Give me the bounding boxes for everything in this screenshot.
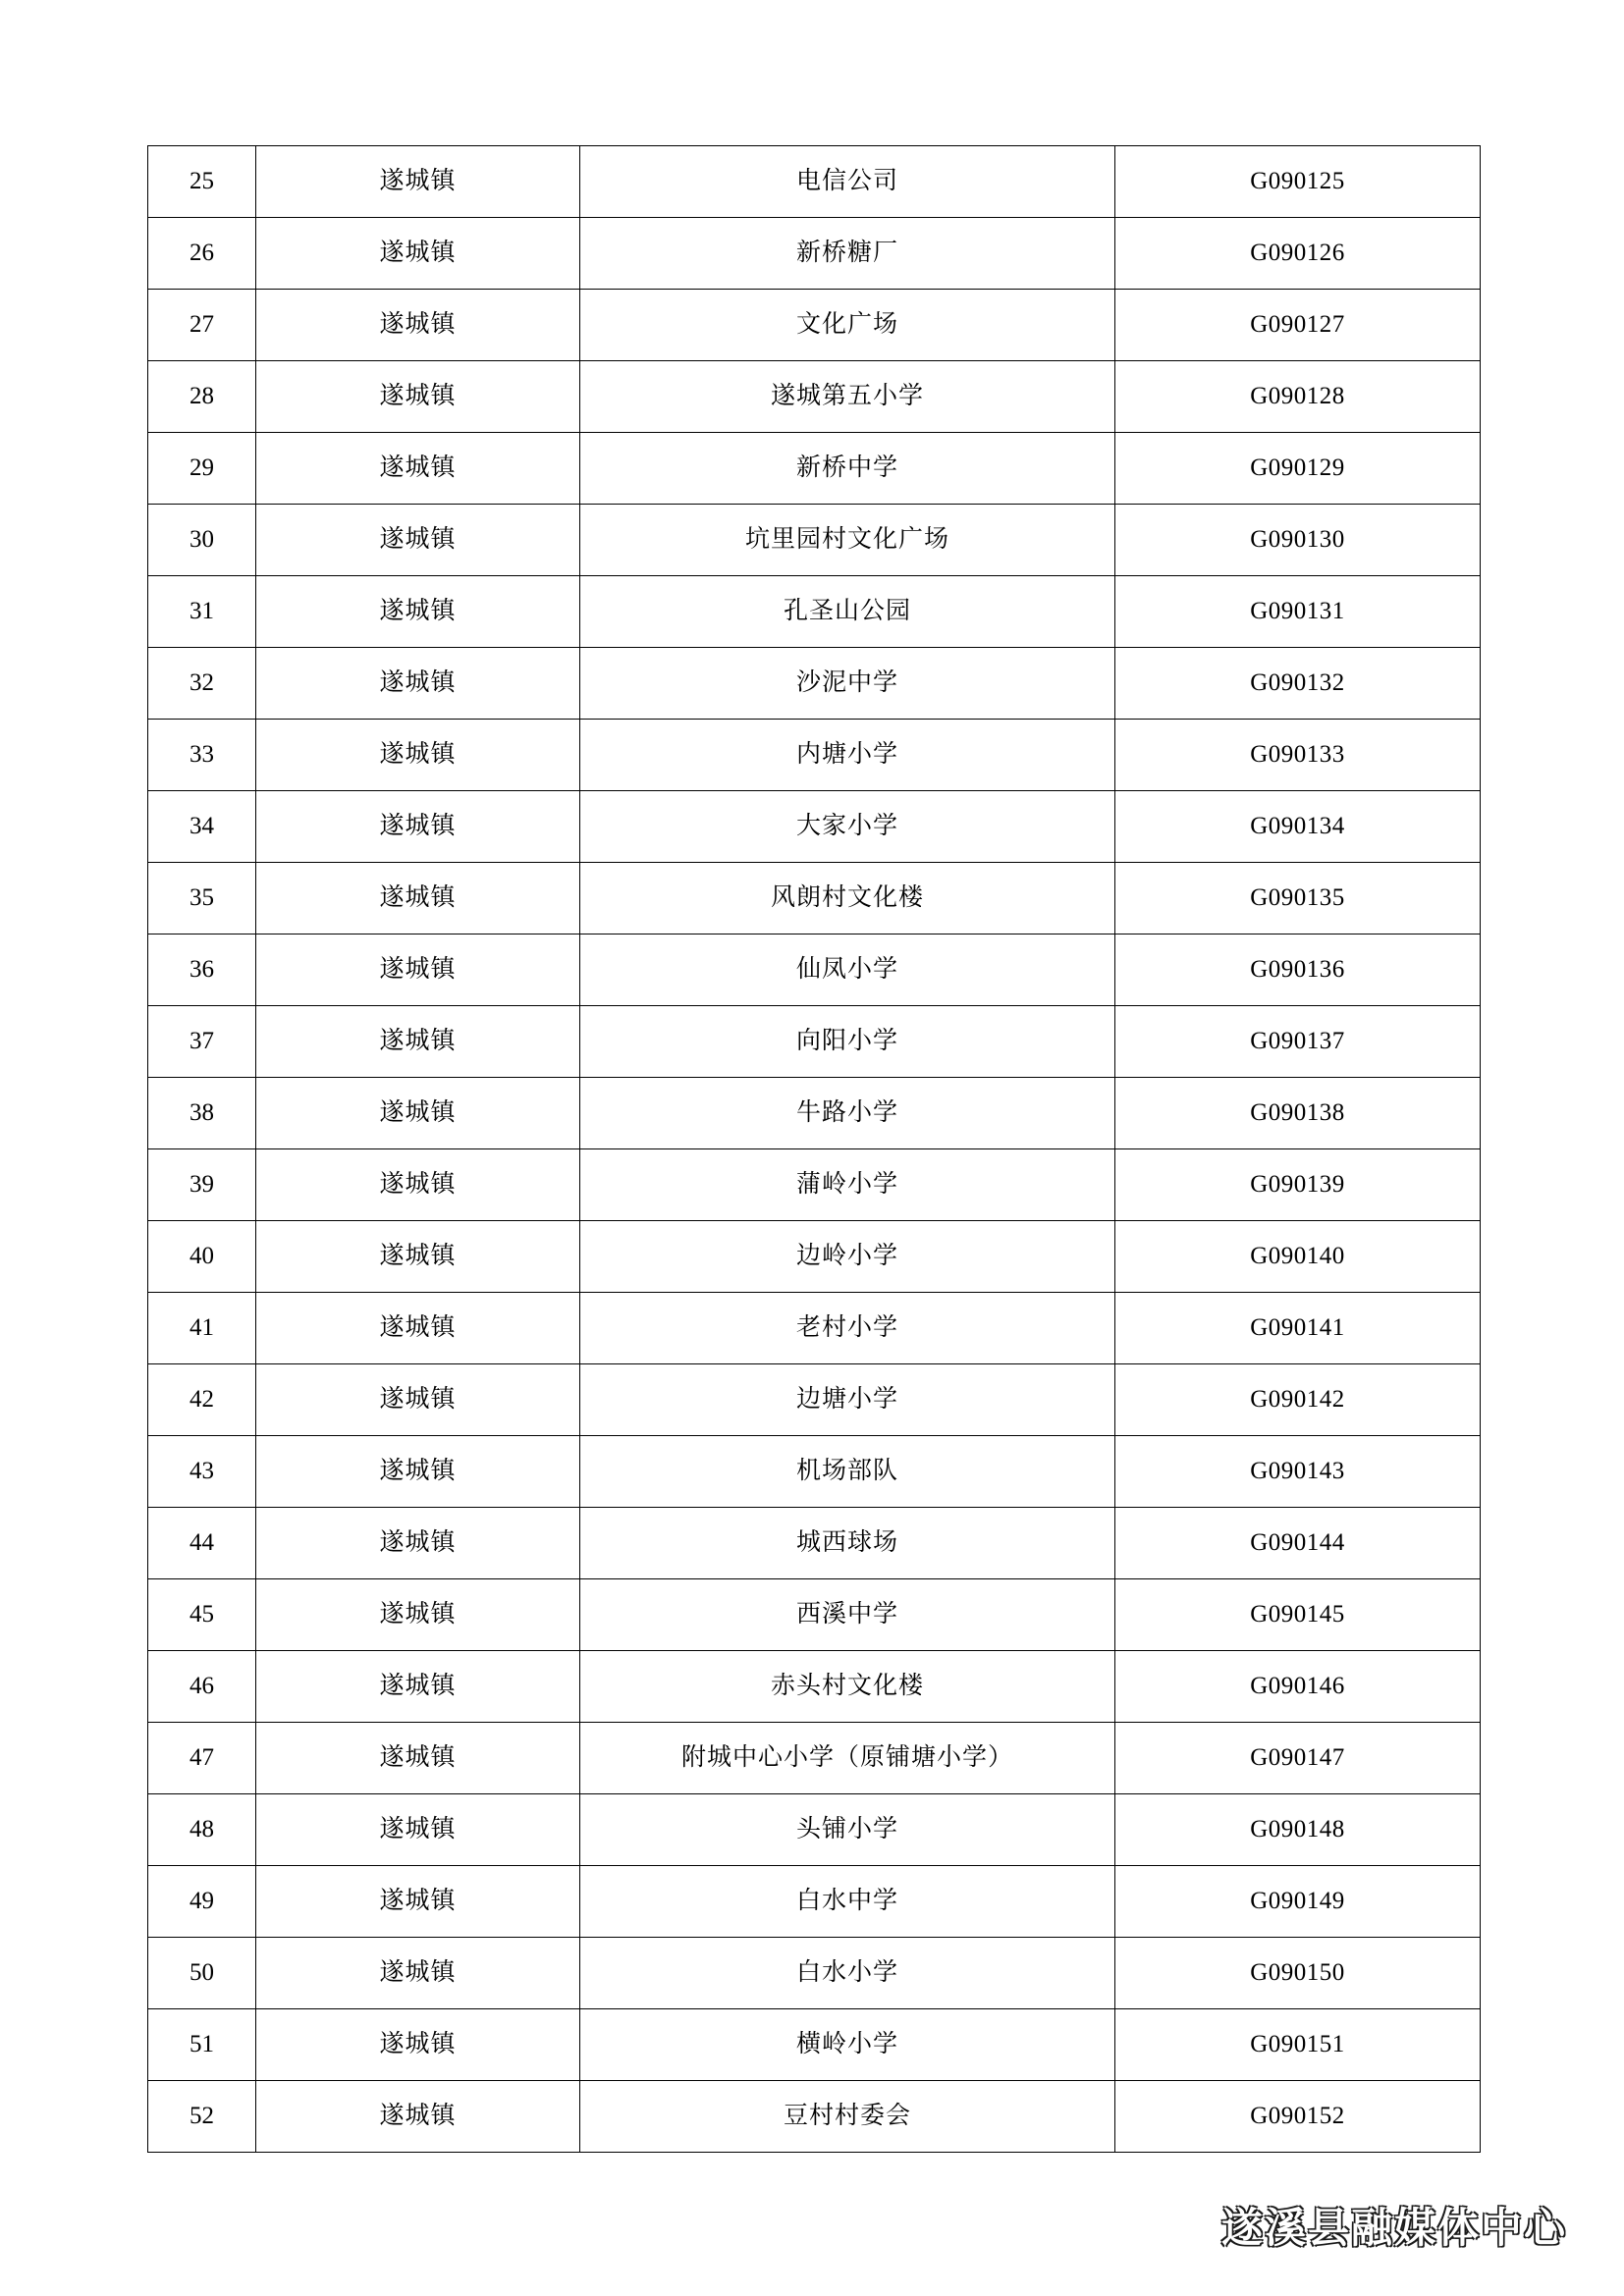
cell-name: 城西球场 <box>580 1508 1115 1579</box>
cell-index: 41 <box>148 1293 256 1364</box>
cell-name: 横岭小学 <box>580 2009 1115 2081</box>
table-row <box>148 1293 1481 1364</box>
cell-code: G090130 <box>1115 505 1481 576</box>
cell-index: 46 <box>148 1651 256 1723</box>
watermark-text: 遂溪县融媒体中心 <box>1220 2207 1567 2252</box>
table-row <box>148 2081 1481 2153</box>
cell-code: G090141 <box>1115 1293 1481 1364</box>
cell-index: 28 <box>148 361 256 433</box>
table-row <box>148 791 1481 863</box>
cell-index: 38 <box>148 1078 256 1149</box>
table-row <box>148 1723 1481 1794</box>
cell-town: 遂城镇 <box>256 1866 580 1938</box>
cell-index: 36 <box>148 934 256 1006</box>
cell-code: G090136 <box>1115 934 1481 1006</box>
cell-name: 沙泥中学 <box>580 648 1115 720</box>
cell-name: 大家小学 <box>580 791 1115 863</box>
table-row <box>148 863 1481 934</box>
table-row <box>148 146 1481 218</box>
cell-code: G090128 <box>1115 361 1481 433</box>
cell-town: 遂城镇 <box>256 1794 580 1866</box>
cell-town: 遂城镇 <box>256 1006 580 1078</box>
cell-index: 42 <box>148 1364 256 1436</box>
cell-index: 27 <box>148 290 256 361</box>
cell-index: 25 <box>148 146 256 218</box>
cell-index: 26 <box>148 218 256 290</box>
cell-code: G090133 <box>1115 720 1481 791</box>
cell-town: 遂城镇 <box>256 1938 580 2009</box>
cell-index: 40 <box>148 1221 256 1293</box>
cell-name: 仙凤小学 <box>580 934 1115 1006</box>
cell-town: 遂城镇 <box>256 863 580 934</box>
table-row <box>148 1651 1481 1723</box>
cell-town: 遂城镇 <box>256 576 580 648</box>
cell-code: G090139 <box>1115 1149 1481 1221</box>
table-row <box>148 1078 1481 1149</box>
cell-name: 白水中学 <box>580 1866 1115 1938</box>
cell-town: 遂城镇 <box>256 2081 580 2153</box>
cell-name: 孔圣山公园 <box>580 576 1115 648</box>
cell-code: G090143 <box>1115 1436 1481 1508</box>
cell-town: 遂城镇 <box>256 1436 580 1508</box>
cell-index: 45 <box>148 1579 256 1651</box>
cell-code: G090132 <box>1115 648 1481 720</box>
cell-code: G090142 <box>1115 1364 1481 1436</box>
cell-name: 西溪中学 <box>580 1579 1115 1651</box>
table-row <box>148 1436 1481 1508</box>
cell-code: G090146 <box>1115 1651 1481 1723</box>
cell-code: G090127 <box>1115 290 1481 361</box>
cell-code: G090144 <box>1115 1508 1481 1579</box>
table-row <box>148 1149 1481 1221</box>
cell-town: 遂城镇 <box>256 1364 580 1436</box>
table-row <box>148 290 1481 361</box>
cell-code: G090137 <box>1115 1006 1481 1078</box>
table-row <box>148 1006 1481 1078</box>
cell-name: 文化广场 <box>580 290 1115 361</box>
cell-town: 遂城镇 <box>256 361 580 433</box>
cell-index: 43 <box>148 1436 256 1508</box>
cell-name: 电信公司 <box>580 146 1115 218</box>
cell-name: 边塘小学 <box>580 1364 1115 1436</box>
cell-index: 29 <box>148 433 256 505</box>
cell-town: 遂城镇 <box>256 433 580 505</box>
cell-town: 遂城镇 <box>256 146 580 218</box>
cell-name: 新桥糖厂 <box>580 218 1115 290</box>
cell-code: G090148 <box>1115 1794 1481 1866</box>
table-row <box>148 505 1481 576</box>
cell-name: 边岭小学 <box>580 1221 1115 1293</box>
table-row <box>148 433 1481 505</box>
cell-town: 遂城镇 <box>256 1579 580 1651</box>
cell-code: G090151 <box>1115 2009 1481 2081</box>
cell-code: G090147 <box>1115 1723 1481 1794</box>
table-row <box>148 1938 1481 2009</box>
cell-town: 遂城镇 <box>256 934 580 1006</box>
cell-name: 新桥中学 <box>580 433 1115 505</box>
cell-name: 机场部队 <box>580 1436 1115 1508</box>
table-row <box>148 648 1481 720</box>
cell-code: G090138 <box>1115 1078 1481 1149</box>
cell-index: 31 <box>148 576 256 648</box>
cell-name: 向阳小学 <box>580 1006 1115 1078</box>
cell-index: 39 <box>148 1149 256 1221</box>
cell-code: G090126 <box>1115 218 1481 290</box>
cell-code: G090129 <box>1115 433 1481 505</box>
cell-name: 风朗村文化楼 <box>580 863 1115 934</box>
table-row <box>148 1508 1481 1579</box>
table-row <box>148 361 1481 433</box>
table-row <box>148 1866 1481 1938</box>
table-row <box>148 1794 1481 1866</box>
table-row <box>148 1364 1481 1436</box>
cell-town: 遂城镇 <box>256 1508 580 1579</box>
cell-town: 遂城镇 <box>256 648 580 720</box>
cell-code: G090149 <box>1115 1866 1481 1938</box>
cell-index: 50 <box>148 1938 256 2009</box>
cell-code: G090152 <box>1115 2081 1481 2153</box>
cell-town: 遂城镇 <box>256 1651 580 1723</box>
cell-index: 49 <box>148 1866 256 1938</box>
table-row <box>148 218 1481 290</box>
cell-index: 30 <box>148 505 256 576</box>
cell-town: 遂城镇 <box>256 720 580 791</box>
cell-code: G090134 <box>1115 791 1481 863</box>
cell-name: 豆村村委会 <box>580 2081 1115 2153</box>
cell-town: 遂城镇 <box>256 1293 580 1364</box>
cell-index: 48 <box>148 1794 256 1866</box>
cell-code: G090131 <box>1115 576 1481 648</box>
cell-code: G090145 <box>1115 1579 1481 1651</box>
table-row <box>148 934 1481 1006</box>
cell-town: 遂城镇 <box>256 791 580 863</box>
table-body <box>148 146 1481 2153</box>
cell-code: G090140 <box>1115 1221 1481 1293</box>
cell-index: 52 <box>148 2081 256 2153</box>
cell-name: 内塘小学 <box>580 720 1115 791</box>
facility-list-table <box>147 145 1481 2153</box>
cell-name: 白水小学 <box>580 1938 1115 2009</box>
table-row <box>148 720 1481 791</box>
cell-name: 蒲岭小学 <box>580 1149 1115 1221</box>
cell-code: G090135 <box>1115 863 1481 934</box>
cell-index: 47 <box>148 1723 256 1794</box>
cell-town: 遂城镇 <box>256 1723 580 1794</box>
table-row <box>148 576 1481 648</box>
table-row <box>148 1221 1481 1293</box>
cell-town: 遂城镇 <box>256 2009 580 2081</box>
cell-name: 牛路小学 <box>580 1078 1115 1149</box>
cell-index: 37 <box>148 1006 256 1078</box>
cell-index: 34 <box>148 791 256 863</box>
cell-town: 遂城镇 <box>256 1221 580 1293</box>
cell-name: 坑里园村文化广场 <box>580 505 1115 576</box>
cell-index: 32 <box>148 648 256 720</box>
table-row <box>148 1579 1481 1651</box>
cell-index: 44 <box>148 1508 256 1579</box>
cell-index: 51 <box>148 2009 256 2081</box>
cell-name: 赤头村文化楼 <box>580 1651 1115 1723</box>
cell-town: 遂城镇 <box>256 290 580 361</box>
cell-town: 遂城镇 <box>256 505 580 576</box>
table-row <box>148 2009 1481 2081</box>
cell-index: 35 <box>148 863 256 934</box>
cell-name: 头铺小学 <box>580 1794 1115 1866</box>
cell-index: 33 <box>148 720 256 791</box>
cell-code: G090150 <box>1115 1938 1481 2009</box>
cell-code: G090125 <box>1115 146 1481 218</box>
cell-name: 老村小学 <box>580 1293 1115 1364</box>
cell-name: 附城中心小学（原铺塘小学） <box>580 1723 1115 1794</box>
cell-name: 遂城第五小学 <box>580 361 1115 433</box>
cell-town: 遂城镇 <box>256 1149 580 1221</box>
cell-town: 遂城镇 <box>256 218 580 290</box>
cell-town: 遂城镇 <box>256 1078 580 1149</box>
